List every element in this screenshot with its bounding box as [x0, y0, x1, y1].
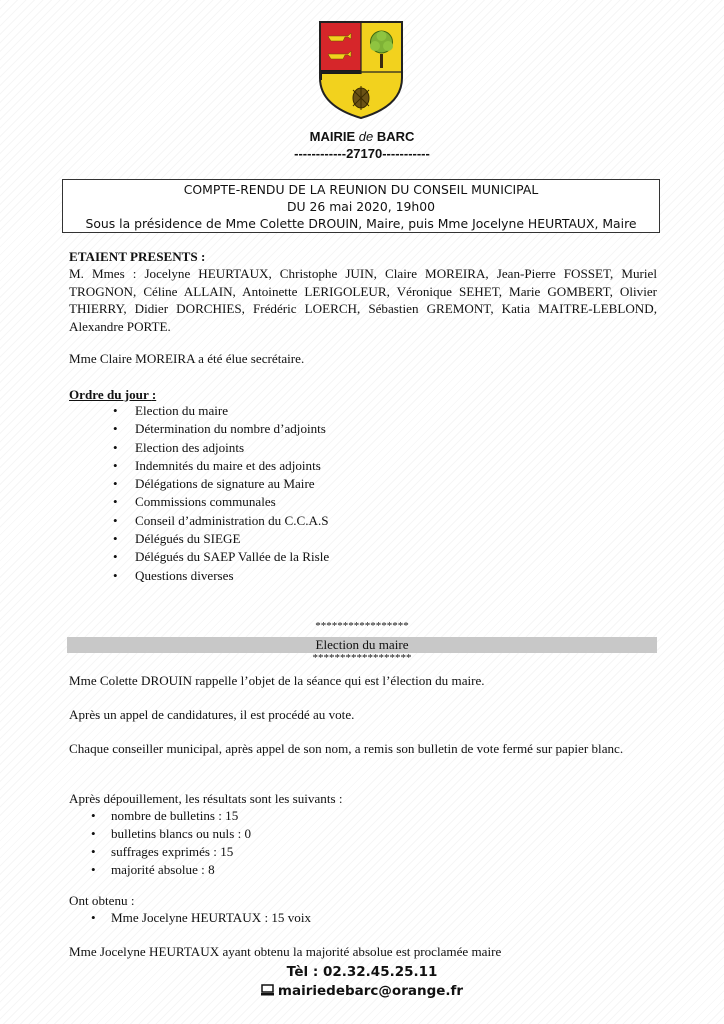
agenda-item: • Questions diverses: [69, 567, 657, 585]
header-org-name: MAIRIE de BARC: [309, 129, 415, 144]
election-paragraph-4: Après dépouillement, les résultats sont les suivants :: [69, 791, 343, 806]
secretary-paragraph: Mme Claire MOREIRA a été élue secrétaire.: [69, 351, 305, 366]
election-conclusion: Mme Jocelyne HEURTAUX ayant obtenu la majorité absolue est proclamée maire: [69, 944, 502, 959]
agenda-item: • Indemnités du maire et des adjoints: [69, 457, 657, 475]
attendance-heading: ETAIENT PRESENTS :: [69, 249, 206, 264]
footer-phone: Tèl : 02.32.45.25.11: [286, 964, 438, 980]
section-title-election: Election du maire: [67, 637, 657, 653]
agenda-item: • Détermination du nombre d’adjoints: [69, 420, 657, 438]
list-item: • bulletins blancs ou nuls : 0: [69, 825, 657, 843]
list-item: • suffrages exprimés : 15: [69, 843, 657, 861]
agenda-list: [69, 402, 657, 585]
attendance-list: M. Mmes : Jocelyne HEURTAUX, Christophe JUIN, Claire MOREIRA, Jean-Pierre FOSSET, Muriel TROGNON, Céline ALLAIN, Antoinette LERIGOLEUR, Véronique SEHET, Marie GOMBERT, Olivier THIERRY, Didier DORCHIES, Frédéric LOERCH, Sébastien GREMONT, Katia MAITRE-LEBLOND, Alexandre PORTE.: [69, 266, 657, 334]
agenda-item: • Délégués du SAEP Vallée de la Risle: [69, 548, 657, 566]
list-item: • Mme Jocelyne HEURTAUX : 15 voix: [69, 909, 657, 927]
computer-icon: [261, 984, 274, 996]
document-title-box: [62, 179, 660, 233]
coat-of-arms-logo: [318, 20, 404, 120]
separator-stars-bottom: ******************: [312, 652, 412, 664]
election-paragraph-1: Mme Colette DROUIN rappelle l’objet de la séance qui est l’élection du maire.: [69, 673, 485, 688]
title-line-1: COMPTE-RENDU DE LA REUNION DU CONSEIL MUNICIPAL: [183, 182, 539, 197]
header-postal-code: ------------27170-----------: [294, 146, 430, 161]
obtained-list: [69, 909, 657, 927]
election-paragraph-3: Chaque conseiller municipal, après appel de son nom, a remis son bulletin de vote fermé sur papier blanc.: [69, 741, 624, 756]
vote-results-list: [69, 807, 657, 879]
agenda-item: • Election du maire: [69, 402, 657, 420]
title-line-2: DU 26 mai 2020, 19h00: [286, 199, 436, 214]
separator-stars-top: *****************: [315, 620, 409, 632]
footer-email[interactable]: mairiedebarc@orange.fr: [277, 983, 464, 999]
election-paragraph-2: Après un appel de candidatures, il est procédé au vote.: [69, 707, 355, 722]
obtained-label: Ont obtenu :: [69, 893, 135, 908]
list-item: • nombre de bulletins : 15: [69, 807, 657, 825]
agenda-heading: Ordre du jour :: [69, 387, 157, 402]
agenda-item: • Conseil d’administration du C.C.A.S: [69, 512, 657, 530]
agenda-item: • Délégations de signature au Maire: [69, 475, 657, 493]
agenda-item: • Commissions communales: [69, 493, 657, 511]
footer-email-line: [0, 983, 724, 999]
title-line-3: Sous la présidence de Mme Colette DROUIN, Maire, puis Mme Jocelyne HEURTAUX, Maire: [85, 216, 637, 231]
agenda-item: • Délégués du SIEGE: [69, 530, 657, 548]
list-item: • majorité absolue : 8: [69, 861, 657, 879]
agenda-item: • Election des adjoints: [69, 439, 657, 457]
